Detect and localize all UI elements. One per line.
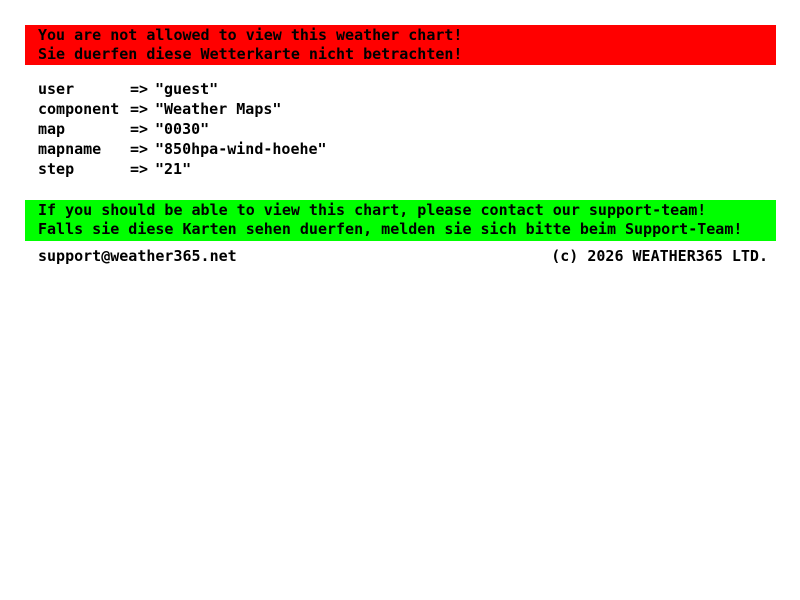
param-value: "guest" [155, 80, 219, 98]
footer [38, 247, 768, 266]
param-arrow: => [130, 80, 149, 98]
param-row-user [38, 79, 327, 99]
param-arrow: => [130, 160, 149, 178]
info-line-de: Falls sie diese Karten sehen duerfen, melden sie sich bitte beim Support-Team! [38, 220, 743, 238]
param-value: "21" [155, 160, 192, 178]
error-banner [25, 25, 776, 65]
param-arrow: => [130, 140, 149, 158]
copyright: (c) 2026 WEATHER365 LTD. [551, 247, 768, 265]
param-key: map [38, 120, 66, 138]
param-row-step [38, 159, 327, 179]
param-key: step [38, 160, 75, 178]
param-value: "850hpa-wind-hoehe" [155, 140, 327, 158]
info-banner [25, 200, 776, 241]
param-arrow: => [130, 100, 149, 118]
param-value: "0030" [155, 120, 210, 138]
info-line-en: If you should be able to view this chart, please contact our support-team! [38, 201, 707, 219]
param-key: mapname [38, 140, 102, 158]
param-row-map [38, 119, 327, 139]
request-params [38, 79, 327, 179]
param-key: component [38, 100, 120, 118]
error-line-en: You are not allowed to view this weather chart! [38, 26, 463, 44]
param-arrow: => [130, 120, 149, 138]
param-key: user [38, 80, 75, 98]
support-email: support@weather365.net [38, 247, 237, 265]
param-row-mapname [38, 139, 327, 159]
param-value: "Weather Maps" [155, 100, 282, 118]
error-line-de: Sie duerfen diese Wetterkarte nicht betrachten! [38, 45, 463, 63]
param-row-component [38, 99, 327, 119]
